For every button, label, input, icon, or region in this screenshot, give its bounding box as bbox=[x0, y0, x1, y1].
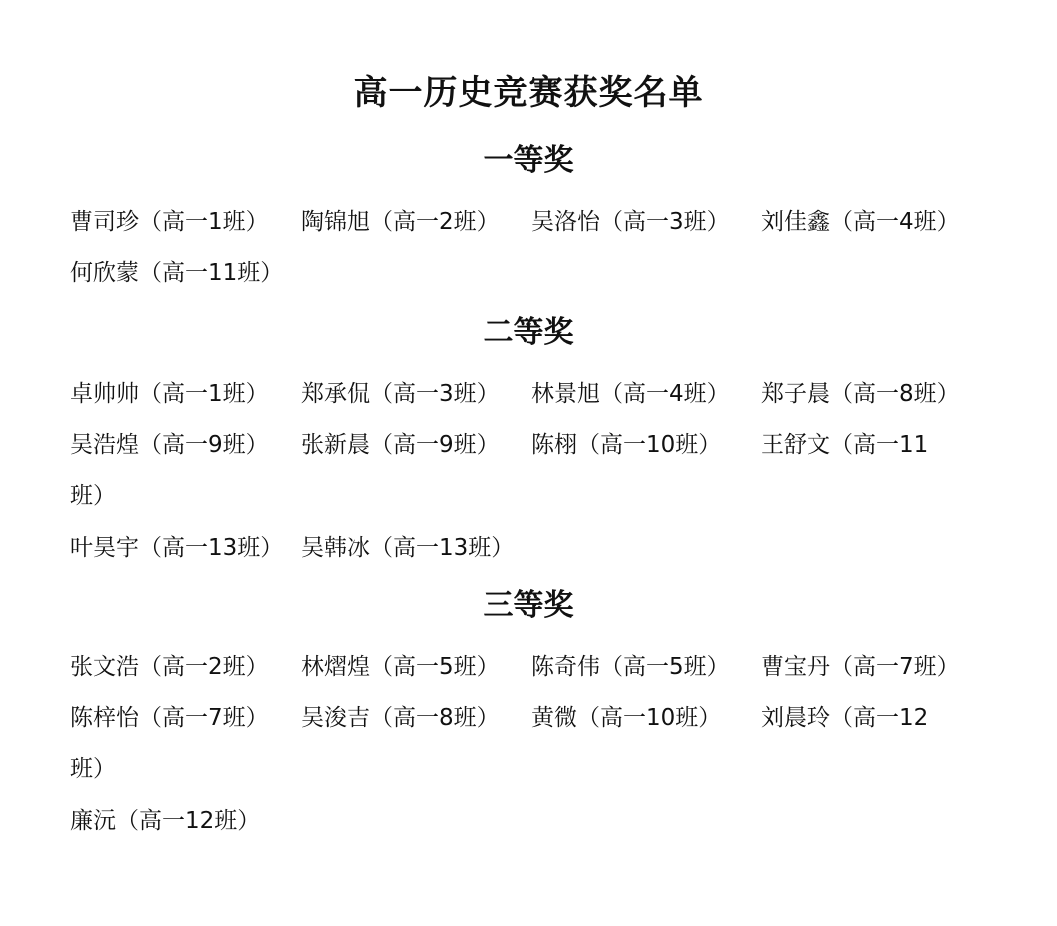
document-title: 高一历史竞赛获奖名单 bbox=[353, 73, 704, 113]
winner-entry: 郑承侃（高一3班） bbox=[301, 381, 500, 407]
winner-entry: 廉沅（高一12班） bbox=[70, 808, 261, 834]
section-heading-first-prize: 一等奖 bbox=[483, 143, 574, 178]
winner-entry: 王舒文（高一11 bbox=[761, 432, 929, 458]
winner-entry: 曹司珍（高一1班） bbox=[70, 209, 269, 235]
winner-entry: 刘佳鑫（高一4班） bbox=[761, 209, 960, 235]
winner-entry: 卓帅帅（高一1班） bbox=[70, 381, 269, 407]
winner-entry: 林景旭（高一4班） bbox=[531, 381, 730, 407]
winner-entry-continuation: 班） bbox=[70, 483, 116, 509]
winner-entry: 刘晨玲（高一12 bbox=[761, 705, 929, 731]
winner-entry: 黄微（高一10班） bbox=[531, 705, 722, 731]
winner-entry: 何欣蒙（高一11班） bbox=[70, 260, 284, 286]
winner-entry: 吴韩冰（高一13班） bbox=[301, 535, 515, 561]
section-heading-third-prize: 三等奖 bbox=[483, 588, 574, 623]
winner-entry-continuation: 班） bbox=[70, 756, 116, 782]
winner-entry: 张新晨（高一9班） bbox=[301, 432, 500, 458]
section-heading-second-prize: 二等奖 bbox=[483, 315, 574, 350]
winner-entry: 陈梓怡（高一7班） bbox=[70, 705, 269, 731]
winner-entry: 吴浩煌（高一9班） bbox=[70, 432, 269, 458]
winner-entry: 张文浩（高一2班） bbox=[70, 654, 269, 680]
winner-entry: 吴浚吉（高一8班） bbox=[301, 705, 500, 731]
winner-entry: 陈栩（高一10班） bbox=[531, 432, 722, 458]
winner-entry: 郑子晨（高一8班） bbox=[761, 381, 960, 407]
winner-entry: 曹宝丹（高一7班） bbox=[761, 654, 960, 680]
winner-entry: 陶锦旭（高一2班） bbox=[301, 209, 500, 235]
winner-entry: 吴洛怡（高一3班） bbox=[531, 209, 730, 235]
winner-entry: 叶昊宇（高一13班） bbox=[70, 535, 284, 561]
winner-entry: 陈奇伟（高一5班） bbox=[531, 654, 730, 680]
winner-entry: 林熠煌（高一5班） bbox=[301, 654, 500, 680]
